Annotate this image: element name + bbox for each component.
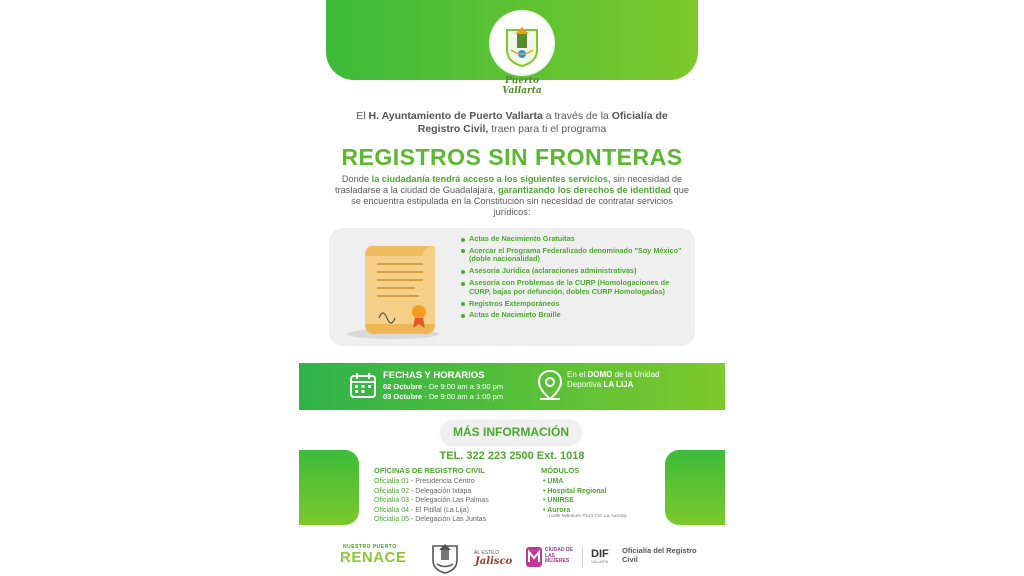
office-item [374,506,489,516]
offices-title: OFICINAS DE REGISTRO CIVIL [374,466,485,475]
footer-divider [582,546,583,568]
module-address-note: (calle Milenium #143 Col. La Aurora) [549,514,627,519]
module-name: UNIRSE [547,497,574,505]
intro-part: traen para ti el programa [488,123,607,135]
offices-list [374,477,489,525]
module-item: • UMA [543,478,564,485]
dif-subtitle: VALLARTA [591,560,609,564]
module-item: • Aurora [543,506,571,514]
services-panel [329,228,695,346]
renace-logo: RENACE [340,549,407,566]
phone-number: TEL. 322 223 2500 Ext. 1018 [439,450,585,462]
schedule-time: - De 9:00 am a 1:00 pm [422,392,504,401]
desc-highlight: la ciudadanía tendrá acceso a los siguientes servicios, [371,174,611,184]
logo-wordmark [469,76,575,96]
logo-line-1: Puerto [505,76,539,86]
office-item [374,487,489,497]
office-name: Oficialía 01 [374,478,410,485]
schedule-title: FECHAS Y HORARIOS [383,370,485,381]
service-item: Acercar el Programa Federalizado denominado "Soy México" (doble nacionalidad) [461,247,691,264]
more-info-badge: MÁS INFORMACIÓN [441,420,581,444]
venue-bold: LA LIJA [603,380,634,389]
schedule-date: 03 Octubre [383,392,423,401]
schedule-date: 02 Octubre [383,382,423,391]
calendar-icon [349,371,377,404]
office-place: - Delegación Las Juntas [409,516,487,524]
schedule-band [299,363,725,410]
office-place: - Delegación Las Palmas [409,497,489,505]
city-logo-icon [491,12,553,74]
jalisco-tagline: AL ESTILO [474,550,500,556]
office-item [374,496,489,506]
schedule-row [383,382,503,391]
office-place: - Presidencia Centro [409,478,475,485]
jalisco-logo: Jalisco [475,556,513,567]
office-place: - Delegación Ixtapa [409,487,472,495]
intro-bold: Oficialía de Registro Civil, [417,110,668,135]
services-list [461,235,691,323]
module-name: Aurora [547,506,571,514]
women-city-icon [525,546,543,573]
dif-logo: DIF [591,548,609,560]
office-name: Oficialía 05 [374,516,410,524]
desc-highlight: garantizando los derechos de identidad [497,185,672,195]
office-name: Oficialía 04 [374,506,410,514]
venue-part: de la Unidad Deportiva [567,370,660,389]
certificate-scroll-icon [343,234,453,345]
description-text [335,174,689,218]
service-item: Actas de Nacimiento Gratuitas [461,235,691,244]
module-name: UMA [547,478,564,485]
poster [299,0,725,576]
desc-part: que se encuentra estipulada en la Constitución sin necesidad de contratar servicios jurídicos: [351,185,689,217]
office-place: - El Pitillal (La Lija) [409,506,469,514]
program-title: REGISTROS SIN FRONTERAS [341,144,683,170]
desc-part: Donde [341,174,372,184]
venue-part: En el [567,370,588,379]
desc-part: sin necesidad de trasladarse a la ciudad de Guadalajara, [335,174,683,195]
intro-bold: H. Ayuntamiento de Puerto Vallarta [368,110,543,122]
office-name: Oficialía 03 [374,497,410,505]
left-accent-block [299,450,359,525]
intro-text [339,110,685,136]
office-item [374,477,489,487]
module-item: • Hospital Regional [543,487,607,495]
office-item [374,515,489,525]
civil-registry-logo: Oficialía del Registro Civil [622,546,697,564]
footer-logos [299,540,725,576]
intro-part: a través de la [542,110,612,122]
modules-title: MÓDULOS [541,466,580,475]
office-name: Oficialía 02 [374,487,410,495]
service-item: Asesoría con Problemas de la CURP (Homologaciones de CURP, bajas por defunción, dobles CURP Homologadas) [461,279,691,296]
service-item: Actas de Nacimieto Braille [461,311,691,320]
women-city-logo: CIUDAD DE LAS MUJERES [545,547,573,565]
intro-part: El [356,110,369,122]
schedule-row [383,392,503,401]
municipal-seal-icon [427,542,463,576]
logo-line-2: Vallarta [502,86,542,96]
service-item: Asesoría Jurídica (aclaraciones administrativas) [461,267,691,276]
renace-tagline: NUESTRO PUERTO [343,544,397,550]
right-accent-block [665,450,725,525]
module-name: Hospital Regional [547,487,607,495]
modules-list [543,477,607,515]
venue-text [567,370,677,390]
location-pin-icon [537,369,563,408]
venue-bold: DOMO [587,370,613,379]
service-item: Registros Extemporáneos [461,300,691,309]
schedule-time: - De 9:00 am a 3:00 pm [422,382,504,391]
module-item: • UNIRSE [543,497,574,505]
